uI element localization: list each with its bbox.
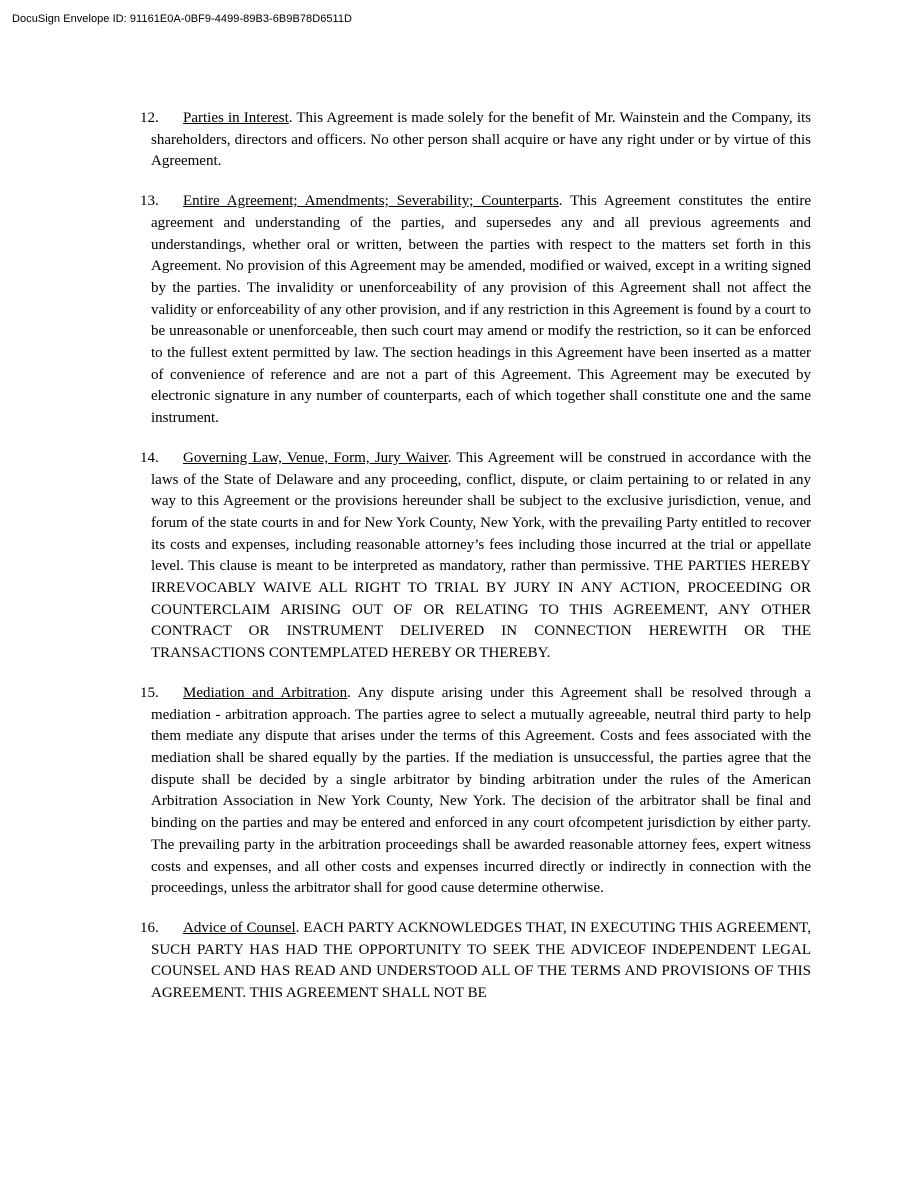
section-heading: Entire Agreement; Amendments; Severability; Counterparts: [183, 193, 559, 210]
section-number: 13.: [140, 193, 159, 210]
section-text: [151, 448, 811, 665]
section-body: . EACH PARTY ACKNOWLEDGES THAT, IN EXECUTING THIS AGREEMENT, SUCH PARTY HAS HAD THE OPPORTUNITY TO SEEK THE ADVICEOF INDEPENDENT LEGAL COUNSEL AND HAS READ AND UNDERSTOOD ALL OF THE TERMS AND PROVISIONS OF THIS AGREEMENT. THIS AGREEMENT SHALL NOT BE: [151, 919, 811, 1002]
section-text: [151, 108, 811, 173]
section-number: 12.: [140, 110, 159, 126]
document-page: [140, 108, 811, 1023]
section-body: . This Agreement will be construed in accordance with the laws of the State of Delaware and any proceeding, conflict, dispute, or claim pertaining to or related in any way to this Agreement or the provisions hereunder shall be subject to the exclusive jurisdiction, venue, and forum of the state courts in and for New York County, New York, with the prevailing Party entitled to recover its costs and expenses, including reasonable attorney’s fees including those incurred at the trial or appellate level. This clause is meant to be interpreted as mandatory, rather than permissive. THE PARTIES HEREBY IRREVOCABLY WAIVE ALL RIGHT TO TRIAL BY JURY IN ANY ACTION, PROCEEDING OR COUNTERCLAIM ARISING OUT OF OR RELATING TO THIS AGREEMENT, ANY OTHER CONTRACT OR INSTRUMENT DELIVERED IN CONNECTION HEREWITH OR THE TRANSACTIONS CONTEMPLATED HEREBY OR THEREBY.: [151, 449, 811, 662]
section-heading: Governing Law, Venue, Form, Jury Waiver: [183, 449, 448, 466]
section-16: [140, 918, 811, 1005]
section-14: [140, 448, 811, 665]
section-heading: Advice of Counsel: [183, 919, 296, 936]
section-12: [140, 108, 811, 173]
section-15: [140, 683, 811, 900]
section-text: [151, 918, 811, 1005]
section-number: 15.: [140, 684, 159, 701]
section-text: [151, 191, 811, 430]
section-body: . This Agreement constitutes the entire agreement and understanding of the parties, and supersedes any and all previous agreements and understandings, whether oral or written, between the parties with respect to the matters set forth in this Agreement. No provision of this Agreement may be amended, modified or waived, except in a writing signed by the parties. The invalidity or unenforceability of any provision of this Agreement shall not affect the validity or enforceability of any other provision, and if any restriction in this Agreement is found by a court to be unreasonable or unenforceable, then such court may amend or modify the restriction, so it can be enforced to the fullest extent permitted by law. The section headings in this Agreement have been inserted as a matter of convenience of reference and are not a part of this Agreement. This Agreement may be executed by electronic signature in any number of counterparts, each of which together shall constitute one and the same instrument.: [151, 193, 811, 427]
section-heading: Parties in Interest: [183, 110, 289, 126]
section-13: [140, 191, 811, 430]
section-body: . Any dispute arising under this Agreement shall be resolved through a mediation - arbitration approach. The parties agree to select a mutually agreeable, neutral third party to help them mediate any dispute that arises under the terms of this Agreement. Costs and fees associated with the mediation shall be shared equally by the parties. If the mediation is unsuccessful, the parties agree that the dispute shall be decided by a single arbitrator by binding arbitration under the rules of the American Arbitration Association in New York County, New York. The decision of the arbitrator shall be final and binding on the parties and may be entered and enforced in any court ofcompetent jurisdiction by either party. The prevailing party in the arbitration proceedings shall be awarded reasonable attorney fees, expert witness costs and expenses, and all other costs and expenses incurred directly or indirectly in connection with the proceedings, unless the arbitrator shall for good cause determine otherwise.: [151, 684, 811, 897]
section-text: [151, 683, 811, 900]
section-number: 14.: [140, 449, 159, 466]
envelope-id: DocuSign Envelope ID: 91161E0A-0BF9-4499-89B3-6B9B78D6511D: [12, 13, 353, 25]
section-body: . This Agreement is made solely for the benefit of Mr. Wainstein and the Company, its shareholders, directors and officers. No other person shall acquire or have any right under or by virtue of this Agreement.: [151, 110, 811, 170]
section-heading: Mediation and Arbitration: [183, 684, 348, 701]
section-number: 16.: [140, 919, 159, 936]
